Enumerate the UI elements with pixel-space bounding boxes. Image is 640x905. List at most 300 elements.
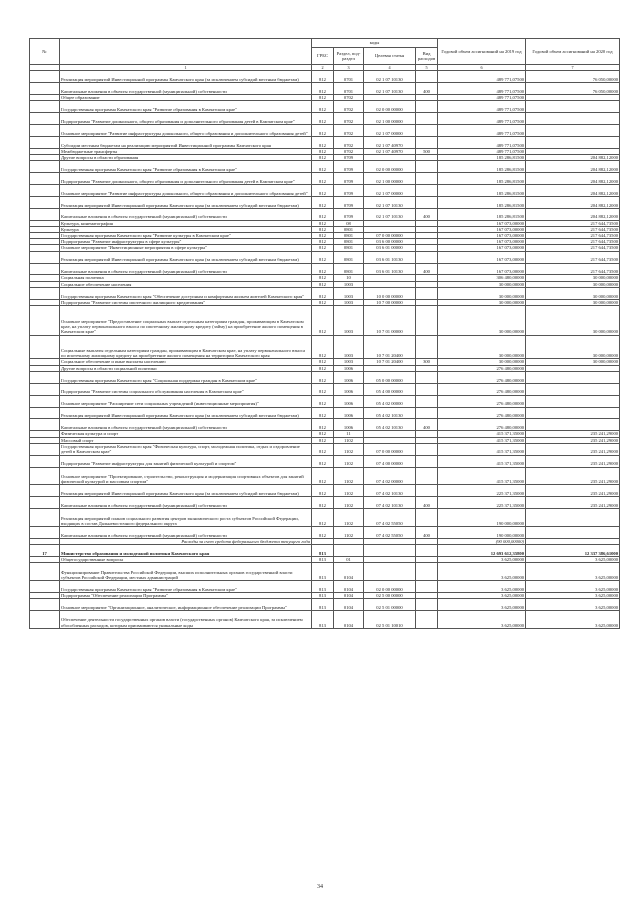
- row-target-article: 02 1 07 10130: [364, 83, 416, 95]
- row-number: [30, 395, 60, 407]
- row-amount-2019: 489 771,07500: [438, 83, 526, 95]
- table-row: [30, 173, 620, 185]
- row-grbs: 812: [312, 287, 334, 299]
- row-grbs: 812: [312, 443, 334, 455]
- table-row: [30, 161, 620, 173]
- row-amount-2019: 415 371,35000: [438, 467, 526, 485]
- row-target-article: 07 4 02 10130: [364, 497, 416, 509]
- row-expense-type: [416, 581, 438, 593]
- row-section: 1006: [334, 395, 364, 407]
- row-amount-2019: 3 625,00000: [438, 563, 526, 581]
- row-expense-type: [416, 545, 438, 557]
- row-number: [30, 113, 60, 125]
- header-2019: Годовой объем ассигнований на 2019 год: [438, 39, 526, 65]
- row-section: 1003: [334, 305, 364, 335]
- row-amount-2019: 167 073,00000: [438, 245, 526, 251]
- row-grbs: 812: [312, 275, 334, 281]
- row-section: 11: [334, 431, 364, 437]
- row-expense-type: [416, 563, 438, 581]
- row-amount-2019: 3 625,00000: [438, 581, 526, 593]
- row-amount-2020: [526, 526, 620, 538]
- row-grbs: 812: [312, 437, 334, 443]
- row-name: Физическая культура и спорт: [60, 431, 312, 437]
- row-target-article: 03 6 01 10130: [364, 263, 416, 275]
- row-number: [30, 497, 60, 509]
- row-name: Государственная программа Камчатского края "Развитие образования в Камчатском крае": [60, 101, 312, 113]
- row-name: Обеспечение деятельности государственных органов власти (государственных органов) Камчатского края, за исключением обособленных расходов, которым присваиваются уникальные коды: [60, 610, 312, 628]
- row-grbs: 812: [312, 281, 334, 287]
- row-grbs: 812: [312, 226, 334, 232]
- row-amount-2019: 190 000,00000: [438, 526, 526, 538]
- row-grbs: 812: [312, 455, 334, 467]
- row-grbs: 812: [312, 239, 334, 245]
- row-name: Основное мероприятие "Расширение сети социальных учреждений (инвестиционные мероприятия)": [60, 395, 312, 407]
- row-section: 0702: [334, 124, 364, 136]
- row-name: Основное мероприятие "Развитие инфраструктуры дошкольного, общего образования и дополнительного образования детей": [60, 184, 312, 196]
- row-amount-2020: [526, 124, 620, 136]
- budget-table: [29, 38, 620, 629]
- row-target-article: 02 1 07 10130: [364, 196, 416, 208]
- row-section: 1102: [334, 526, 364, 538]
- row-name: Культура, кинематография: [60, 220, 312, 226]
- row-expense-type: [416, 485, 438, 497]
- row-name: Государственная программа Камчатского края "Развитие образования в Камчатском крае": [60, 581, 312, 593]
- row-name: Социальное обеспечение и иные выплаты населению: [60, 359, 312, 365]
- row-grbs: 812: [312, 383, 334, 395]
- row-amount-2020: [526, 383, 620, 395]
- row-section: 0801: [334, 263, 364, 275]
- row-name: Капитальные вложения в объекты государственной (муниципальной) собственности: [60, 208, 312, 220]
- table-row: [30, 136, 620, 148]
- row-amount-2020: 235 241,29000: [526, 497, 620, 509]
- row-amount-2020: 3 625,00000: [526, 599, 620, 611]
- row-name: Основное мероприятие "Предоставление социальных выплат отдельным категориям граждан, проживающим в Камчатском крае, на уплату первоначального взноса по ипотечному жилищному кредиту (займу) на приобретение жилого помещения в Камчатском крае": [60, 305, 312, 335]
- row-amount-2019: 30 000,00000: [438, 359, 526, 365]
- row-amount-2020: [526, 419, 620, 431]
- row-number: [30, 71, 60, 83]
- row-number: [30, 161, 60, 173]
- row-grbs: 812: [312, 173, 334, 185]
- row-grbs: 812: [312, 184, 334, 196]
- row-amount-2019: 185 286,81500: [438, 173, 526, 185]
- row-expense-type: [416, 371, 438, 383]
- row-number: [30, 599, 60, 611]
- row-grbs: 812: [312, 335, 334, 359]
- row-amount-2020: [526, 113, 620, 125]
- header-2020: Годовой объем ассигнований на 2020 год: [526, 39, 620, 65]
- row-target-article: [364, 545, 416, 557]
- table-row: [30, 287, 620, 299]
- row-target-article: 10 7 01 20400: [364, 359, 416, 365]
- row-number: [30, 263, 60, 275]
- table-row: [30, 395, 620, 407]
- row-amount-2019: 190 000,00000: [438, 509, 526, 527]
- row-section: 0709: [334, 173, 364, 185]
- row-section: 1003: [334, 359, 364, 365]
- row-expense-type: [416, 196, 438, 208]
- row-expense-type: [416, 383, 438, 395]
- row-expense-type: 300: [416, 359, 438, 365]
- row-grbs: 812: [312, 526, 334, 538]
- row-number: 17: [30, 545, 60, 557]
- table-row: [30, 485, 620, 497]
- row-grbs: 812: [312, 71, 334, 83]
- row-name: Общегосударственные вопросы: [60, 556, 312, 562]
- row-number: [30, 208, 60, 220]
- row-expense-type: [416, 184, 438, 196]
- table-row: [30, 497, 620, 509]
- row-name: Субсидии местным бюджетам на реализацию мероприятий Инвестиционной программы Камчатского края: [60, 136, 312, 148]
- row-name: Культура: [60, 226, 312, 232]
- row-expense-type: [416, 124, 438, 136]
- row-name: Государственная программа Камчатского края "Обеспечение доступным и комфортным жильем жителей Камчатского края": [60, 287, 312, 299]
- table-row: [30, 335, 620, 359]
- row-amount-2019: 3 625,00000: [438, 599, 526, 611]
- row-section: [334, 545, 364, 557]
- row-grbs: 812: [312, 94, 334, 100]
- row-amount-2020: [526, 407, 620, 419]
- row-expense-type: [416, 335, 438, 359]
- row-target-article: 02 1 00 00000: [364, 173, 416, 185]
- row-amount-2020: 30 000,00000: [526, 287, 620, 299]
- row-amount-2020: 217 644,73500: [526, 220, 620, 226]
- row-target-article: 02 1 07 10130: [364, 71, 416, 83]
- row-name: Государственная программа Камчатского края "Развитие образования в Камчатском крае": [60, 161, 312, 173]
- row-amount-2019: 167 073,00000: [438, 239, 526, 245]
- index-cell: 2: [312, 65, 334, 71]
- row-amount-2019: 276 480,00000: [438, 383, 526, 395]
- row-amount-2019: 3 625,00000: [438, 556, 526, 562]
- row-section: 01: [334, 556, 364, 562]
- row-target-article: 02 1 07 40970: [364, 148, 416, 154]
- row-name: Подпрограмма "Развитие дошкольного, общего образования и дополнительного образования детей в Камчатском крае": [60, 113, 312, 125]
- row-expense-type: [416, 71, 438, 83]
- row-number: [30, 83, 60, 95]
- index-cell: 6: [438, 65, 526, 71]
- table-row: [30, 83, 620, 95]
- table-row: [30, 610, 620, 628]
- row-section: 1003: [334, 287, 364, 299]
- row-name: Общее образование: [60, 94, 312, 100]
- row-section: 08: [334, 220, 364, 226]
- table-row: [30, 455, 620, 467]
- row-section: 0709: [334, 154, 364, 160]
- row-expense-type: 400: [416, 419, 438, 431]
- row-grbs: 812: [312, 299, 334, 305]
- row-target-article: 03 6 01 10130: [364, 251, 416, 263]
- row-amount-2019: 225 371,35000: [438, 485, 526, 497]
- row-grbs: 812: [312, 467, 334, 485]
- row-amount-2020: 235 241,29000: [526, 443, 620, 455]
- header-rz: Раздел, под-раздел: [334, 48, 364, 65]
- row-name: Основное мероприятие "Инвестиционные мероприятия в сфере культуры": [60, 245, 312, 251]
- row-amount-2019: 489 771,07500: [438, 136, 526, 148]
- table-row: [30, 184, 620, 196]
- row-amount-2019: 167 073,00000: [438, 251, 526, 263]
- table-body: [30, 71, 620, 629]
- row-target-article: 05 4 02 00000: [364, 395, 416, 407]
- row-section: 1006: [334, 383, 364, 395]
- row-amount-2019: 167 073,00000: [438, 226, 526, 232]
- row-section: 1003: [334, 335, 364, 359]
- row-target-article: 02 1 07 00000: [364, 184, 416, 196]
- row-expense-type: [416, 251, 438, 263]
- row-section: 1102: [334, 437, 364, 443]
- row-target-article: 10 7 00 00000: [364, 299, 416, 305]
- row-number: [30, 305, 60, 335]
- row-amount-2020: 76 050,00000: [526, 71, 620, 83]
- row-section: 1102: [334, 497, 364, 509]
- row-name: Реализация мероприятий Инвестиционной программы Камчатского края (за исключением субсидий местным бюджетам): [60, 485, 312, 497]
- row-expense-type: [416, 407, 438, 419]
- row-amount-2020: 12 337 386,61000: [526, 545, 620, 557]
- row-expense-type: [416, 305, 438, 335]
- row-grbs: 812: [312, 509, 334, 527]
- row-expense-type: 500: [416, 148, 438, 154]
- row-expense-type: [416, 599, 438, 611]
- row-target-article: 02 1 00 00000: [364, 113, 416, 125]
- row-name: Социальные выплаты отдельным категориям граждан, проживающим в Камчатском крае, на уплату первоначального взноса по ипотечному жилищному кредиту на приобретение жилого помещения на территории Камчатского края: [60, 335, 312, 359]
- header-grbs: ГРБС: [312, 48, 334, 65]
- table-row: [30, 71, 620, 83]
- row-number: [30, 419, 60, 431]
- row-section: 1102: [334, 443, 364, 455]
- row-name: Реализация мероприятий Инвестиционной программы Камчатского края (за исключением субсидий местным бюджетам): [60, 71, 312, 83]
- row-amount-2020: [526, 371, 620, 383]
- row-target-article: 02 0 00 00000: [364, 161, 416, 173]
- row-amount-2019: (90 000,00000): [438, 538, 526, 544]
- row-grbs: 813: [312, 556, 334, 562]
- row-name: Основное мероприятие "Развитие инфраструктуры дошкольного, общего образования и дополнительного образования детей": [60, 124, 312, 136]
- row-name: Подпрограмма "Развитие инфраструктуры для занятий физической культурой и спортом": [60, 455, 312, 467]
- row-amount-2020: [526, 136, 620, 148]
- table-row: [30, 581, 620, 593]
- row-grbs: 813: [312, 563, 334, 581]
- row-grbs: 812: [312, 395, 334, 407]
- row-section: 10: [334, 275, 364, 281]
- row-amount-2019: 30 000,00000: [438, 335, 526, 359]
- row-grbs: 812: [312, 407, 334, 419]
- row-section: 0709: [334, 196, 364, 208]
- table-header-row: [30, 39, 620, 48]
- row-name: Реализация мероприятий Инвестиционной программы Камчатского края (за исключением субсидий местным бюджетам): [60, 251, 312, 263]
- row-section: 0709: [334, 208, 364, 220]
- row-target-article: 02 1 07 10130: [364, 208, 416, 220]
- row-name: Подпрограмма "Развитие системы социального обслуживания населения в Камчатском крае": [60, 383, 312, 395]
- table-row: [30, 545, 620, 557]
- row-amount-2020: 217 644,73500: [526, 251, 620, 263]
- row-name: Капитальные вложения в объекты государственной (муниципальной) собственности: [60, 497, 312, 509]
- row-name: Подпрограмма "Развитие дошкольного, общего образования и дополнительного образования детей в Камчатском крае": [60, 173, 312, 185]
- row-target-article: 02 0 00 00000: [364, 581, 416, 593]
- table-row: [30, 563, 620, 581]
- row-target-article: 03 6 01 00000: [364, 245, 416, 251]
- row-expense-type: 400: [416, 526, 438, 538]
- row-expense-type: [416, 173, 438, 185]
- row-amount-2019: 415 371,35000: [438, 431, 526, 437]
- row-grbs: 812: [312, 83, 334, 95]
- row-amount-2020: 3 625,00000: [526, 592, 620, 598]
- row-section: 0702: [334, 101, 364, 113]
- row-amount-2019: 276 480,00000: [438, 371, 526, 383]
- row-section: 1003: [334, 281, 364, 287]
- row-name: Подпрограмма "Обеспечение реализации Программы": [60, 592, 312, 598]
- row-target-article: 02 1 07 00000: [364, 124, 416, 136]
- row-target-article: 10 7 01 20400: [364, 335, 416, 359]
- row-expense-type: 400: [416, 83, 438, 95]
- row-amount-2020: 217 644,73500: [526, 233, 620, 239]
- row-amount-2020: 3 625,00000: [526, 610, 620, 628]
- row-name: Капитальные вложения в объекты государственной (муниципальной) собственности: [60, 526, 312, 538]
- row-target-article: 07 4 00 00000: [364, 455, 416, 467]
- table-row: [30, 599, 620, 611]
- row-amount-2019: 12 693 612,35800: [438, 545, 526, 557]
- row-grbs: 812: [312, 263, 334, 275]
- row-number: [30, 251, 60, 263]
- row-grbs: 812: [312, 154, 334, 160]
- row-amount-2020: 235 241,29000: [526, 467, 620, 485]
- table-row: [30, 526, 620, 538]
- row-section: 0801: [334, 245, 364, 251]
- row-section: 0801: [334, 251, 364, 263]
- row-grbs: 812: [312, 251, 334, 263]
- row-name: Капитальные вложения в объекты государственной (муниципальной) собственности: [60, 263, 312, 275]
- row-amount-2019: 276 480,00000: [438, 395, 526, 407]
- row-number: [30, 136, 60, 148]
- row-expense-type: [416, 509, 438, 527]
- row-amount-2020: 30 000,00000: [526, 335, 620, 359]
- row-section: 0104: [334, 599, 364, 611]
- row-target-article: 10 7 01 00000: [364, 305, 416, 335]
- row-grbs: 812: [312, 124, 334, 136]
- row-grbs: 812: [312, 497, 334, 509]
- row-target-article: 07 4 02 10130: [364, 485, 416, 497]
- row-expense-type: [416, 101, 438, 113]
- row-amount-2019: 489 771,07500: [438, 148, 526, 154]
- table-row: [30, 251, 620, 263]
- row-target-article: 07 4 02 55050: [364, 509, 416, 527]
- table-row: [30, 509, 620, 527]
- row-target-article: 07 4 02 55050: [364, 526, 416, 538]
- row-number: [30, 443, 60, 455]
- row-section: 0104: [334, 610, 364, 628]
- header-vr: Вид расходов: [416, 48, 438, 65]
- row-section: 0702: [334, 113, 364, 125]
- row-section: 0104: [334, 563, 364, 581]
- row-grbs: 812: [312, 161, 334, 173]
- row-amount-2020: 30 000,00000: [526, 305, 620, 335]
- row-amount-2020: [526, 395, 620, 407]
- row-amount-2019: 276 480,00000: [438, 407, 526, 419]
- row-grbs: 812: [312, 101, 334, 113]
- row-target-article: 10 0 00 00000: [364, 287, 416, 299]
- header-name: [60, 39, 312, 65]
- row-target-article: 02 1 07 40970: [364, 136, 416, 148]
- row-amount-2019: 3 625,00000: [438, 610, 526, 628]
- row-target-article: 07 4 02 00000: [364, 467, 416, 485]
- row-amount-2020: 235 241,29000: [526, 431, 620, 437]
- row-number: [30, 287, 60, 299]
- row-target-article: 02 0 00 00000: [364, 101, 416, 113]
- row-expense-type: [416, 455, 438, 467]
- row-amount-2019: 167 073,00000: [438, 263, 526, 275]
- row-grbs: 812: [312, 305, 334, 335]
- row-number: [30, 173, 60, 185]
- row-grbs: 813: [312, 581, 334, 593]
- row-target-article: 05 4 02 10130: [364, 419, 416, 431]
- row-name: Государственная программа Камчатского края "Физическая культура, спорт, молодежная политика, отдых и оздоровление детей в Камчатском крае": [60, 443, 312, 455]
- row-target-article: 02 5 00 00000: [364, 592, 416, 598]
- row-grbs: 812: [312, 220, 334, 226]
- row-expense-type: [416, 287, 438, 299]
- row-section: 0701: [334, 83, 364, 95]
- row-expense-type: [416, 610, 438, 628]
- row-amount-2019: 415 371,35000: [438, 455, 526, 467]
- row-amount-2020: 235 241,29000: [526, 437, 620, 443]
- row-expense-type: [416, 443, 438, 455]
- row-name: Социальная политика: [60, 275, 312, 281]
- row-grbs: 812: [312, 113, 334, 125]
- row-section: 0104: [334, 581, 364, 593]
- row-amount-2019: 489 771,07500: [438, 101, 526, 113]
- row-amount-2020: 204 882,12000: [526, 173, 620, 185]
- header-codes: коды: [312, 39, 438, 48]
- table-row: [30, 124, 620, 136]
- row-amount-2019: 30 000,00000: [438, 287, 526, 299]
- index-cell: 1: [60, 65, 312, 71]
- row-grbs: 813: [312, 592, 334, 598]
- row-amount-2020: 3 625,00000: [526, 581, 620, 593]
- table-row: [30, 113, 620, 125]
- row-section: 1102: [334, 509, 364, 527]
- row-section: 0701: [334, 71, 364, 83]
- row-grbs: 812: [312, 233, 334, 239]
- row-section: 1006: [334, 371, 364, 383]
- row-target-article: 05 0 00 00000: [364, 371, 416, 383]
- table-row: [30, 208, 620, 220]
- row-name: Социальное обеспечение населения: [60, 281, 312, 287]
- row-name: Капитальные вложения в объекты государственной (муниципальной) собственности: [60, 83, 312, 95]
- row-amount-2020: 30 000,00000: [526, 275, 620, 281]
- row-name: Функционирование Правительства Российской Федерации, высших исполнительных органов государственной власти субъектов Российской Федерации, местных администраций: [60, 563, 312, 581]
- row-amount-2020: 30 000,00000: [526, 281, 620, 287]
- row-amount-2019: 185 286,81500: [438, 184, 526, 196]
- row-name: Реализация мероприятий планов социального развития центров экономического роста субъектов Российской Федерации, входящих в состав Дальневосточного федерального округа: [60, 509, 312, 527]
- row-section: 0801: [334, 239, 364, 245]
- row-expense-type: [416, 161, 438, 173]
- table-row: [30, 383, 620, 395]
- row-amount-2019: 489 771,07500: [438, 124, 526, 136]
- index-cell: 5: [416, 65, 438, 71]
- table-row: [30, 407, 620, 419]
- row-expense-type: 400: [416, 208, 438, 220]
- row-number: [30, 610, 60, 628]
- row-grbs: 812: [312, 359, 334, 365]
- row-section: 1003: [334, 299, 364, 305]
- row-target-article: 07 0 00 00000: [364, 233, 416, 239]
- row-amount-2019: 167 073,00000: [438, 220, 526, 226]
- table-row: [30, 419, 620, 431]
- row-section: 0709: [334, 161, 364, 173]
- index-cell: 7: [526, 65, 620, 71]
- row-number: [30, 371, 60, 383]
- row-amount-2019: 225 371,35000: [438, 497, 526, 509]
- row-number: [30, 124, 60, 136]
- row-amount-2020: [526, 101, 620, 113]
- row-number: [30, 509, 60, 527]
- row-name: Основное мероприятие "Проектирование, строительство, реконструкция и модернизация спортивных объектов для занятий физической культурой и массовым спортом": [60, 467, 312, 485]
- row-name: Основное мероприятие "Организационное, аналитическое, информационное обеспечение реализации Программы": [60, 599, 312, 611]
